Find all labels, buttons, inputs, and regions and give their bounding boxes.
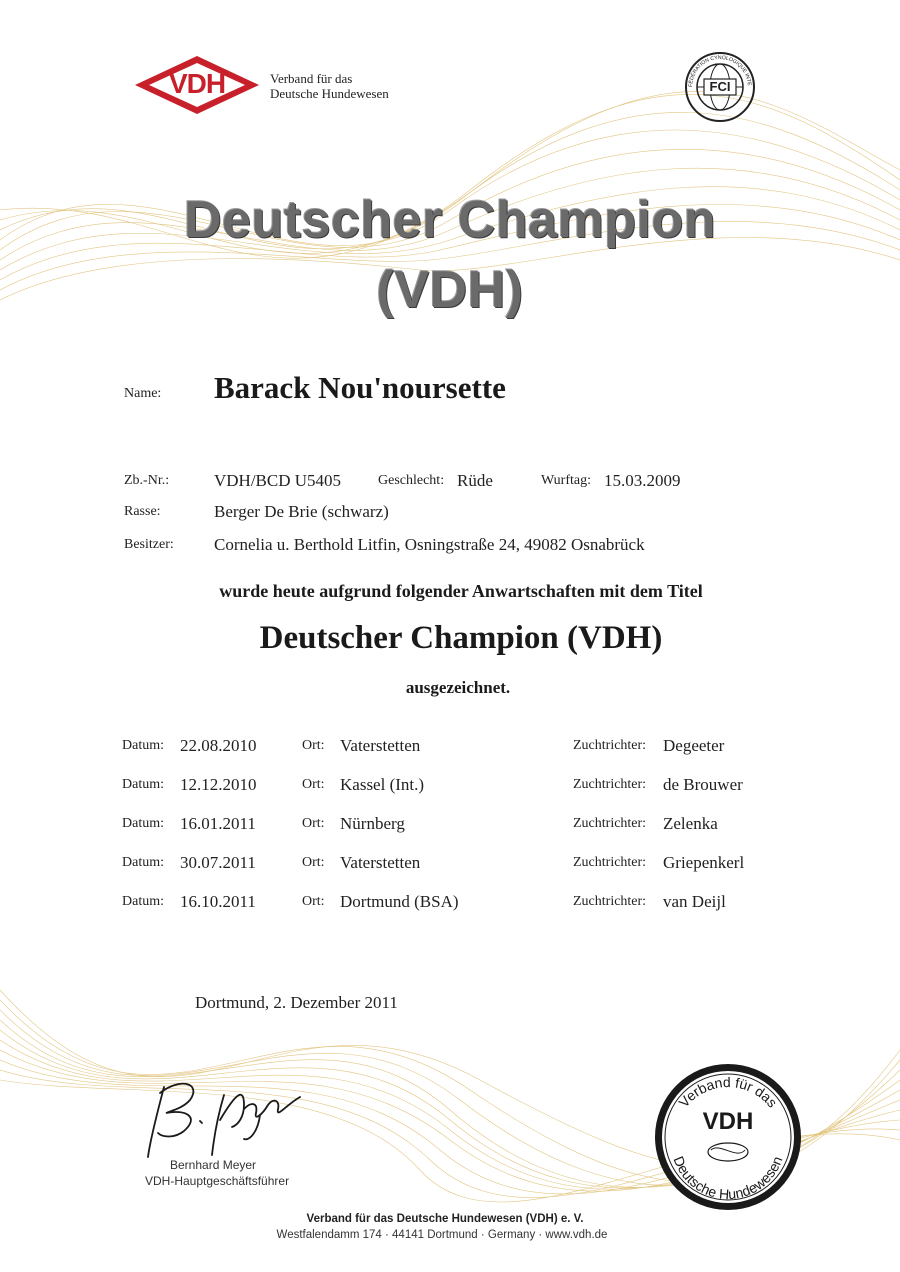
- judge-label: Zuchtrichter:: [573, 894, 647, 909]
- place-value: Vaterstetten: [340, 736, 421, 755]
- entries-list: [0, 736, 900, 926]
- date-value: 16.01.2011: [180, 814, 256, 833]
- seal-center-text: VDH: [702, 1108, 754, 1135]
- award-title: Deutscher Champion (VDH): [259, 620, 663, 656]
- fci-ring-text: FÉDÉRATION CYNOLOGIQUE INTE: [687, 54, 753, 88]
- seal-top-text: Verband für das: [675, 1073, 781, 1111]
- place-value: Dortmund (BSA): [340, 892, 459, 911]
- footer-address: Westfalendamm 174 · 44141 Dortmund · Germany · www.vdh.de: [276, 1229, 608, 1241]
- list-item: [0, 736, 900, 760]
- date-label: Datum:: [122, 777, 164, 792]
- judge-label: Zuchtrichter:: [573, 816, 647, 831]
- place-label: Ort:: [302, 816, 325, 831]
- breed-label: Rasse:: [124, 504, 161, 519]
- birth-value: 15.03.2009: [604, 471, 681, 490]
- footer-org: Verband für das Deutsche Hundewesen (VDH) e. V.: [306, 1213, 584, 1225]
- place-value: Nürnberg: [340, 814, 405, 833]
- sex-label: Geschlecht:: [378, 473, 445, 488]
- fci-logo: [684, 51, 756, 123]
- judge-value: Degeeter: [663, 736, 725, 755]
- seal-bottom-text: Deutsche Hundewesen: [670, 1153, 786, 1203]
- judge-label: Zuchtrichter:: [573, 738, 647, 753]
- owner-value: Cornelia u. Berthold Litfin, Osningstraße 24, 49082 Osnabrück: [214, 535, 645, 554]
- award-line1: wurde heute aufgrund folgender Anwartschaften mit dem Titel: [219, 581, 703, 601]
- zb-label: Zb.-Nr.:: [124, 473, 170, 488]
- signature-icon: [140, 1075, 315, 1165]
- list-item: [0, 892, 900, 916]
- name-label: Name:: [124, 386, 162, 401]
- org-name: [270, 71, 389, 101]
- fci-logo-text: FCI: [709, 79, 731, 94]
- date-value: 16.10.2011: [180, 892, 256, 911]
- birth-label: Wurftag:: [541, 473, 591, 488]
- award-line2: ausgezeichnet.: [405, 678, 511, 697]
- org-name-line2: Deutsche Hundewesen: [270, 86, 389, 101]
- sex-value: Rüde: [457, 471, 493, 490]
- vdh-logo: [133, 54, 261, 116]
- list-item: [0, 853, 900, 877]
- details-row-breed: [0, 502, 900, 526]
- dog-name: Barack Nou'noursette: [214, 370, 506, 405]
- judge-value: Zelenka: [663, 814, 718, 833]
- details-row-owner: [0, 535, 900, 559]
- breed-value: Berger De Brie (schwarz): [214, 502, 389, 521]
- place-value: Vaterstetten: [340, 853, 421, 872]
- list-item: [0, 814, 900, 838]
- judge-label: Zuchtrichter:: [573, 777, 647, 792]
- place-label: Ort:: [302, 738, 325, 753]
- judge-value: de Brouwer: [663, 775, 743, 794]
- judge-label: Zuchtrichter:: [573, 855, 647, 870]
- certificate-title-line1: Deutscher Champion: [184, 191, 716, 249]
- date-value: 22.08.2010: [180, 736, 257, 755]
- date-value: 30.07.2011: [180, 853, 256, 872]
- vdh-logo-text: VDH: [168, 68, 226, 99]
- date-label: Datum:: [122, 738, 164, 753]
- judge-value: Griepenkerl: [663, 853, 745, 872]
- certificate-title-line2: (VDH): [376, 261, 524, 319]
- place-label: Ort:: [302, 855, 325, 870]
- date-label: Datum:: [122, 855, 164, 870]
- place-label: Ort:: [302, 894, 325, 909]
- zb-value: VDH/BCD U5405: [214, 471, 342, 490]
- seal-icon: [653, 1062, 803, 1212]
- list-item: [0, 775, 900, 799]
- place-label: Ort:: [302, 777, 325, 792]
- owner-label: Besitzer:: [124, 537, 174, 552]
- vdh-seal: [653, 1062, 803, 1212]
- judge-value: van Deijl: [663, 892, 726, 911]
- date-label: Datum:: [122, 894, 164, 909]
- signer-name: Bernhard Meyer: [170, 1158, 257, 1172]
- place-value: Kassel (Int.): [340, 775, 425, 794]
- signer-role: VDH-Hauptgeschäftsführer: [145, 1174, 290, 1188]
- details-row-zb: [0, 471, 900, 495]
- date-label: Datum:: [122, 816, 164, 831]
- date-value: 12.12.2010: [180, 775, 257, 794]
- place-date: Dortmund, 2. Dezember 2011: [195, 993, 398, 1012]
- org-name-line1: Verband für das: [270, 71, 353, 86]
